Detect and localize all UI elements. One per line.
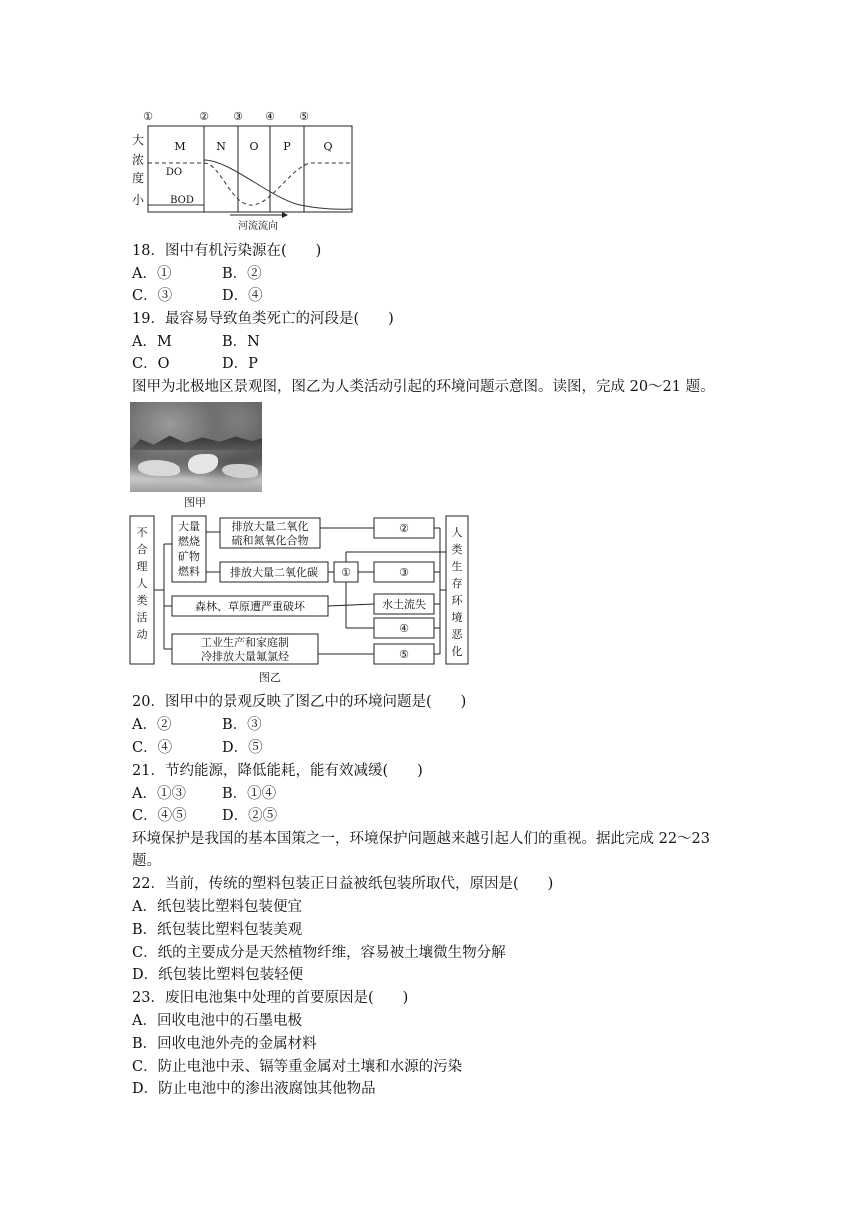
- q21-option-b: B．①④: [222, 786, 277, 802]
- right-box-char-8: 化: [451, 645, 463, 658]
- marker-2: ②: [199, 110, 209, 123]
- q21-stem: 21．节约能源，降低能耗，能有效减缓( ): [132, 763, 423, 779]
- marker-4: ④: [265, 110, 275, 123]
- section-p: P: [283, 140, 291, 153]
- axis-top-label: 大: [131, 133, 145, 147]
- q22-option-a: A．纸包装比塑料包装便宜: [132, 899, 302, 915]
- fossil-line-2: 燃烧: [178, 535, 200, 548]
- q23-option-b: B．回收电池外壳的金属材料: [132, 1036, 317, 1052]
- q20-option-c: C．④: [132, 740, 173, 756]
- intro-20-21: 图甲为北极地区景观图，图乙为人类活动引起的环境问题示意图。读图，完成 20～21 题。: [132, 379, 715, 395]
- axis-bottom-label: 小: [131, 193, 145, 207]
- left-box-char-4: 人: [136, 577, 148, 590]
- bod-label: BOD: [170, 195, 194, 206]
- fig-yi-caption: 图乙: [259, 671, 281, 684]
- q21-option-a: A．①③: [132, 786, 186, 802]
- axis-concentration-2: 度: [131, 171, 145, 185]
- co2-box: 排放大量二氧化碳: [230, 566, 318, 579]
- arctic-landscape-photo: [130, 402, 262, 492]
- circle-1: ①: [341, 566, 351, 579]
- q18-option-d: D．④: [222, 288, 263, 304]
- left-box-char-5: 类: [136, 594, 148, 607]
- q23-option-c: C．防止电池中汞、镉等重金属对土壤和水源的污染: [132, 1059, 463, 1075]
- q21-option-c: C．④⑤: [132, 808, 187, 824]
- fossil-line-3: 矿物: [178, 550, 200, 563]
- right-box-char-6: 境: [451, 611, 463, 624]
- q20-option-b: B．③: [222, 717, 262, 733]
- fig-jia-caption: 图甲: [184, 496, 206, 509]
- q19-stem: 19．最容易导致鱼类死亡的河段是( ): [132, 311, 394, 327]
- q19-option-b: B．N: [222, 334, 260, 350]
- q18-option-b: B．②: [222, 266, 262, 282]
- right-box-char-2: 类: [451, 543, 463, 556]
- section-o: O: [249, 140, 259, 153]
- section-m: M: [174, 140, 186, 153]
- right-box-char-3: 生: [451, 560, 463, 573]
- left-box-char-7: 动: [136, 628, 148, 641]
- left-box-char-6: 活: [136, 611, 148, 624]
- environment-problem-diagram: [128, 514, 472, 686]
- so2-line-1: 排放大量二氧化: [231, 520, 309, 533]
- left-box-char-3: 理: [136, 560, 148, 573]
- q19-option-d: D．P: [222, 356, 258, 372]
- marker-1: ①: [143, 110, 153, 123]
- marker-3: ③: [233, 110, 243, 123]
- q21-option-d: D．②⑤: [222, 808, 278, 824]
- result-3: ③: [399, 566, 409, 579]
- river-pollution-diagram: [130, 108, 362, 234]
- right-box-char-5: 环: [451, 594, 463, 607]
- q19-option-a: A．M: [132, 334, 172, 350]
- industry-line-1: 工业生产和家庭制: [201, 636, 289, 649]
- industry-line-2: 冷排放大量氟氯烃: [201, 650, 289, 663]
- section-q: Q: [323, 140, 333, 153]
- q22-option-c: C．纸的主要成分是天然植物纤维，容易被土壤微生物分解: [132, 945, 506, 961]
- q23-option-a: A．回收电池中的石墨电极: [132, 1013, 302, 1029]
- do-label: DO: [165, 167, 183, 178]
- q22-option-d: D．纸包装比塑料包装轻便: [132, 967, 304, 983]
- fossil-line-4: 燃料: [178, 565, 200, 578]
- intro-22-23-line-2: 题。: [132, 853, 161, 869]
- left-box-char-2: 合: [136, 543, 148, 556]
- intro-22-23-line-1: 环境保护是我国的基本国策之一，环境保护问题越来越引起人们的重视。据此完成 22～23: [132, 831, 711, 847]
- q20-stem: 20．图甲中的景观反映了图乙中的环境问题是( ): [132, 694, 467, 710]
- q23-option-d: D．防止电池中的渗出液腐蚀其他物品: [132, 1081, 376, 1097]
- result-2: ②: [399, 522, 409, 535]
- marker-5: ⑤: [299, 110, 309, 123]
- so2-line-2: 硫和氮氧化合物: [231, 534, 309, 547]
- section-n: N: [216, 140, 226, 153]
- left-box-char-1: 不: [136, 526, 148, 539]
- forest-box: 森林、草原遭严重破坏: [195, 600, 305, 613]
- right-box-char-1: 人: [451, 526, 463, 539]
- q18-option-c: C．③: [132, 288, 173, 304]
- q19-option-c: C．O: [132, 356, 170, 372]
- q20-option-d: D．⑤: [222, 740, 263, 756]
- fossil-line-1: 大量: [178, 520, 200, 533]
- q18-option-a: A．①: [132, 266, 172, 282]
- q20-option-a: A．②: [132, 717, 172, 733]
- q22-option-b: B．纸包装比塑料包装美观: [132, 922, 303, 938]
- right-box-char-7: 恶: [451, 628, 463, 641]
- result-soil: 水土流失: [382, 598, 426, 611]
- q23-stem: 23．废旧电池集中处理的首要原因是( ): [132, 990, 409, 1006]
- axis-concentration-1: 浓: [131, 153, 145, 167]
- q18-stem: 18．图中有机污染源在( ): [132, 243, 322, 259]
- result-4: ④: [399, 622, 409, 635]
- right-box-char-4: 存: [451, 577, 463, 590]
- result-5: ⑤: [399, 648, 409, 661]
- flow-label: 河流流向: [238, 221, 278, 232]
- q22-stem: 22．当前，传统的塑料包装正日益被纸包装所取代，原因是( ): [132, 876, 554, 892]
